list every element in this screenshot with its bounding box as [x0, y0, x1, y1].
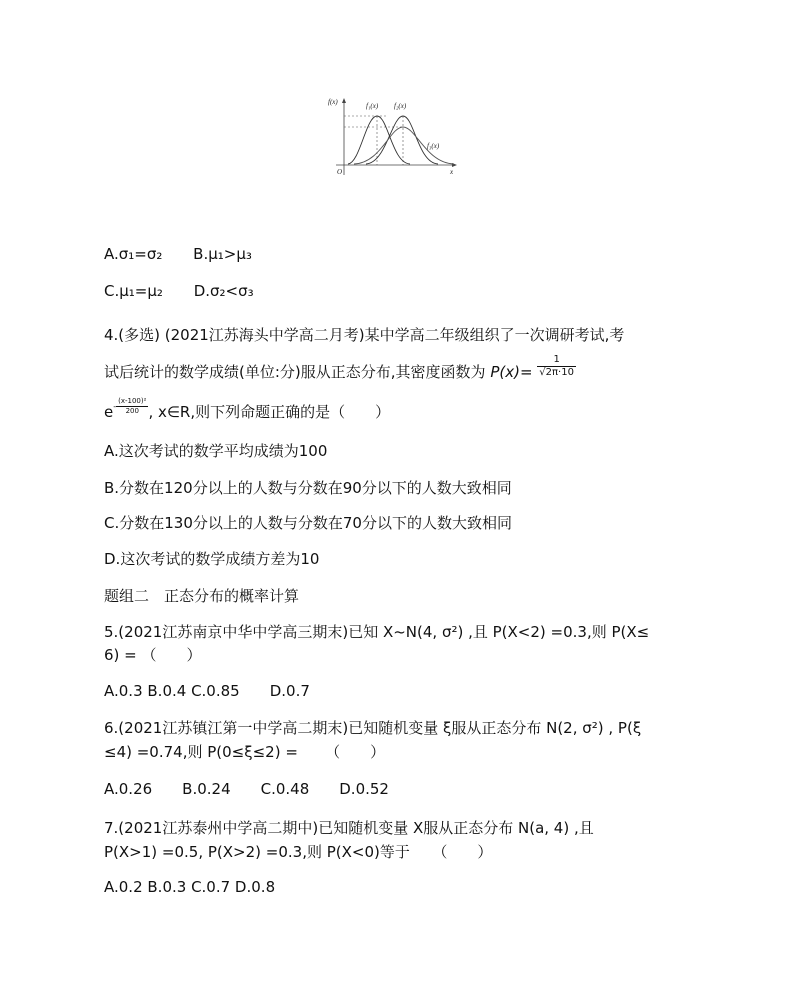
q4-stem-line2 — [104, 354, 576, 385]
q4-exponent — [113, 397, 148, 415]
y-axis-arrow — [342, 98, 346, 103]
y-axis-label: f(x) — [328, 98, 338, 106]
q4-option-d[interactable]: D.这次考试的数学成绩方差为10 — [104, 550, 320, 568]
q3-option-a[interactable]: A.σ₁=σ₂ — [104, 245, 163, 263]
q4-exp-base: e — [104, 403, 114, 421]
q3-options-row1 — [104, 244, 252, 264]
q4-option-a[interactable]: A.这次考试的数学平均成绩为100 — [104, 442, 328, 460]
q4-stem-line3 — [104, 397, 391, 425]
curve-f3-label: f₃(x) — [427, 142, 440, 150]
q4-stem-line1: 4.(多选) (2021江苏海头中学高二月考)某中学高二年级组织了一次调研考试,考 — [104, 326, 625, 344]
x-axis-label: x — [450, 168, 454, 176]
q4-option-b[interactable]: B.分数在120分以上的人数与分数在90分以下的人数大致相同 — [104, 479, 512, 497]
q6-options[interactable]: A.0.26 B.0.24 C.0.48 D.0.52 — [104, 780, 389, 798]
normal-curves-figure — [326, 95, 462, 179]
q5-stem-line1: 5.(2021江苏南京中华中学高三期末)已知 X~N(4, σ²) ,且 P(X<2) =0.3,则 P(X≤ — [104, 623, 650, 641]
q5-stem-line2: 6) = （ ） — [104, 646, 202, 664]
q4-stem-tail: , x∈R,则下列命题正确的是（ ） — [148, 403, 391, 421]
q3-option-d[interactable]: D.σ₂<σ₃ — [193, 282, 254, 300]
curve-f1-label: f₁(x) — [366, 102, 379, 110]
q4-stem-text: 试后统计的数学成绩(单位:分)服从正态分布,其密度函数为 — [104, 363, 486, 381]
q4-exp-denominator: 200 — [125, 407, 139, 415]
q4-option-c[interactable]: C.分数在130分以上的人数与分数在70分以下的人数大致相同 — [104, 514, 512, 532]
q4-exp-fraction — [116, 397, 148, 416]
q4-exp-sign: - — [113, 402, 117, 411]
q4-density-fraction — [537, 354, 576, 379]
q4-exp-numerator: (x-100)² — [118, 397, 147, 405]
q4-frac-numerator: 1 — [537, 354, 576, 367]
q4-density-px: P(x)= — [490, 363, 533, 381]
origin-label: O — [337, 168, 343, 176]
curve-f1 — [348, 116, 410, 164]
q7-options[interactable]: A.0.2 B.0.3 C.0.7 D.0.8 — [104, 878, 276, 896]
q5-options[interactable]: A.0.3 B.0.4 C.0.85 D.0.7 — [104, 682, 310, 700]
q6-stem-line2: ≤4) =0.74,则 P(0≤ξ≤2) = （ ） — [104, 743, 386, 761]
q3-option-c[interactable]: C.μ₁=μ₂ — [104, 282, 163, 300]
q3-option-b[interactable]: B.μ₁>μ₃ — [193, 245, 252, 263]
q7-stem-line2: P(X>1) =0.5, P(X>2) =0.3,则 P(X<0)等于 （ ） — [104, 843, 493, 861]
q7-stem-line1: 7.(2021江苏泰州中学高二期中)已知随机变量 X服从正态分布 N(a, 4) ,且 — [104, 819, 594, 837]
curve-f2-label: f₂(x) — [394, 102, 407, 110]
q6-stem-line1: 6.(2021江苏镇江第一中学高二期末)已知随机变量 ξ服从正态分布 N(2, σ²) , P(ξ — [104, 719, 642, 737]
q3-options-row2 — [104, 281, 254, 301]
q4-frac-denominator: √2π·10 — [539, 367, 574, 378]
section-heading: 题组二 正态分布的概率计算 — [104, 587, 300, 605]
